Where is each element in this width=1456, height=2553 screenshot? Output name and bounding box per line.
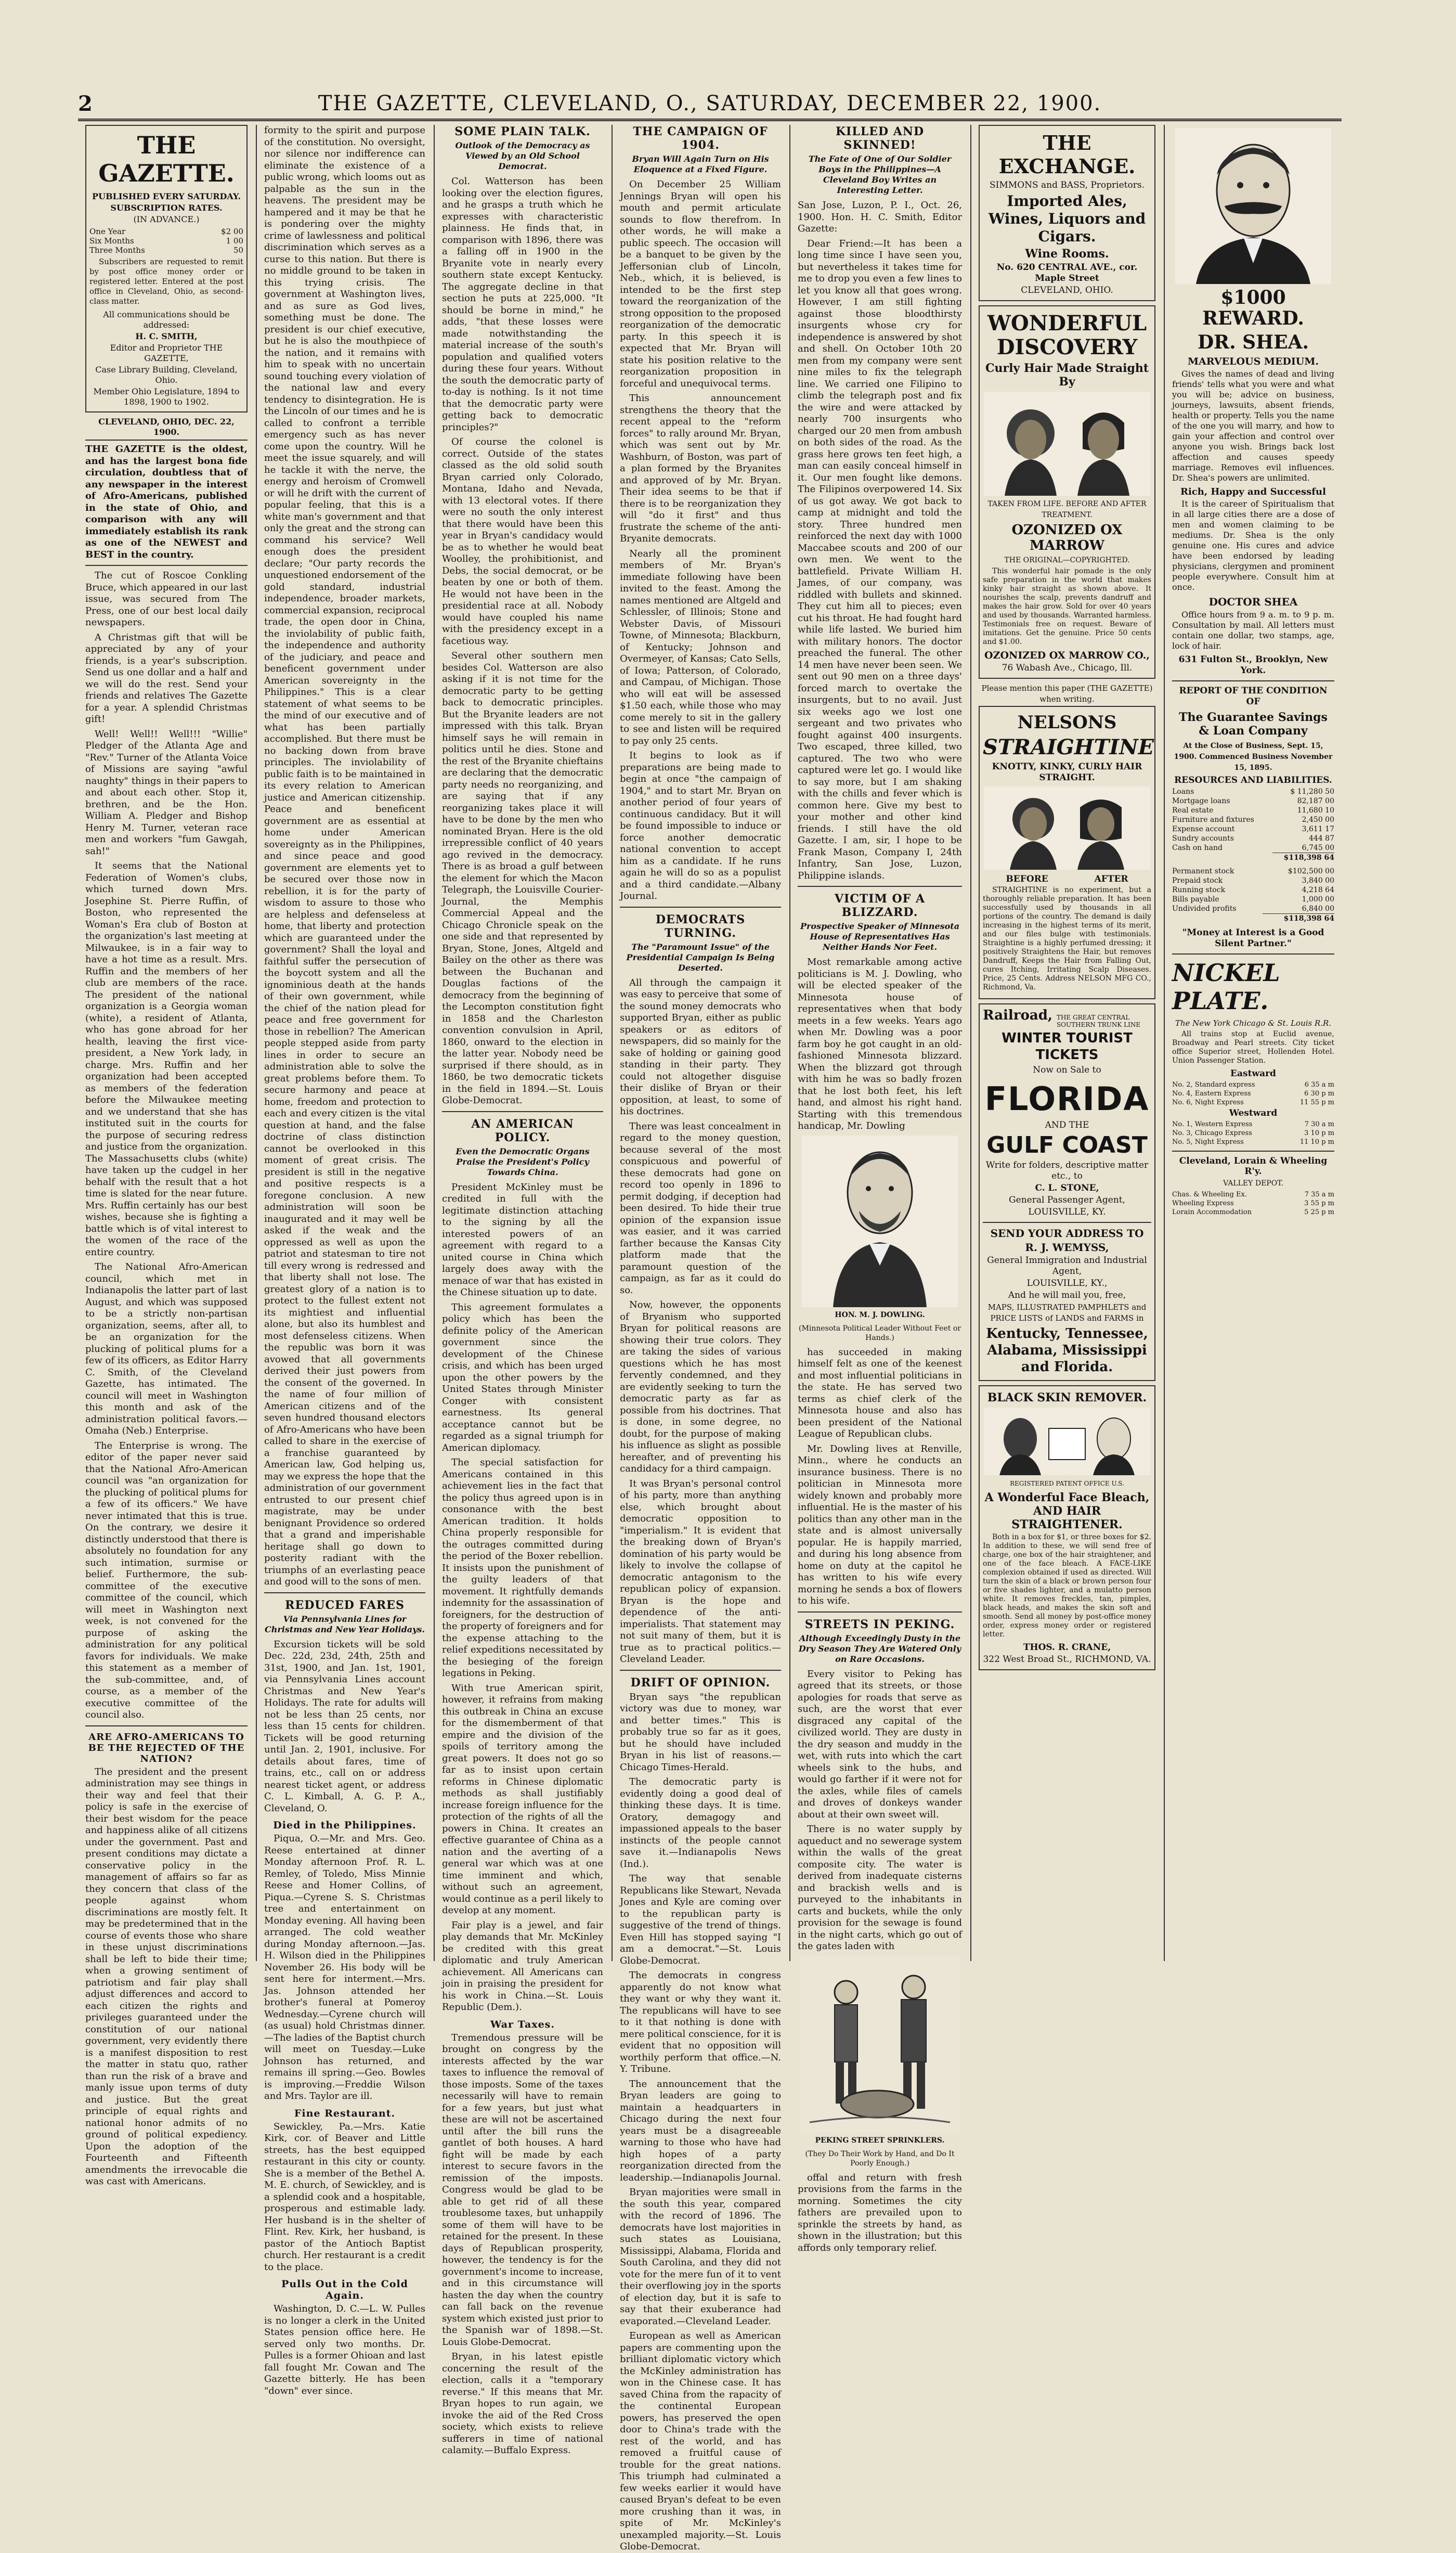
states-list: Kentucky, Tennessee, Alabama, Mississippi and Florida. — [986, 1326, 1148, 1375]
article-para: Well! Well!! Well!!! "Willie" Pledger of the Atlanta Age and "Rev." Turner of the Atlanta Voice of Missions are saying "awful naughty" things in their papers to and about each other. Stop it, brethren, and be the Hon. William A. Pledger and Bishop Henry M. Turner, veteran race men and workers "fum Gawgah, sah!" — [85, 728, 248, 857]
blizzard-subheading: Prospective Speaker of Minnesota House of Representatives Has Neither Hands Nor Feet. — [800, 921, 960, 952]
face-bleach-body: Both in a box for $1, or three boxes for $2. In addition to these, we will send free of charge, one box of the hair straightener, and one of the face bleach. A FACE-LIKE complexion obtained if used as directed. Will turn the skin of a black or brown person four or five shades lighter, and a mulatto person white. It removes freckles, tan, pimples, black heads, and makes the skin soft and smooth. Send all money by post-office money order, express money order or registered letter. — [983, 1533, 1151, 1639]
train-row — [1172, 1138, 1334, 1146]
peking-caption: PEKING STREET SPRINKLERS. — [815, 2136, 945, 2145]
article-para: The president and the present administration may see things in their way and feel that their policy is safe in the exercise of their best wisdom for the peace and happiness alike of all citizens under the government. Past and present conditions may dictate a conservative policy in the management of affairs so far as they concern that class of the people against whom discriminations are mostly felt. It may be predetermined that in the course of events those who share in these unjust discriminations shall be left to bide their time; when a growing sentiment of patriotism and fair play shall adjust differences and accord to each citizen the rights and privileges guaranteed under the constitution of our national government, very evidently there is a manifest disposition to rest the matter in statu quo, rather than run the risk of a brave and manly issue upon terms of duty and justice. But the great principle of equal rights and national honor admits of no ground of political expediency. Upon the adoption of the Fourteenth and Fifteenth amendments the irrevocable die was cast with Americans. — [85, 1766, 248, 2187]
fin-item: Mortgage loans — [1172, 797, 1230, 805]
fin-row — [1172, 824, 1334, 834]
paper-name: THE GAZETTE. — [98, 131, 235, 187]
fin-amount: 1,000 00 — [1302, 895, 1334, 904]
article-para: Bryan, in his latest epistle concerning the result of the election, calls it a "temporary reverse." If this means that Mr. Bryan hopes to run again, we invoke the aid of the Red Cross society, which exists to relieve sufferers in time of national calamity.—Buffalo Express. — [442, 2351, 603, 2456]
rate-row — [89, 246, 243, 255]
original-copyrighted: THE ORIGINAL—COPYRIGHTED. — [1004, 556, 1130, 564]
face-bleach-title: A Wonderful Face Bleach, AND HAIR STRAIGHTENER. — [984, 1491, 1150, 1531]
fares-heading: REDUCED FARES — [285, 1598, 405, 1612]
exchange-imported: Imported Ales, Wines, Liquors and Cigars. — [988, 192, 1146, 245]
rate-price: 1 00 — [226, 236, 243, 246]
editor-name: H. C. SMITH, — [135, 331, 198, 341]
article-para: Most remarkable among active politicians is M. J. Dowling, who will be elected speaker of the Minnesota house of representatives when that body meets in a few weeks. Years ago when Mr. Dowling was a poor farm boy he got caught in an old-fashioned Minnesota blizzard. When the blizzard got through with him he was so badly frozen that he lost both feet, his left hand, and almost his right hand. Starting with this tremendous handicap, Mr. Dowling — [798, 957, 962, 1131]
train-name: No. 6, Night Express — [1172, 1099, 1244, 1106]
gazette-info-box — [85, 125, 248, 412]
editor-title: Editor and Proprietor THE GAZETTE, — [110, 343, 223, 363]
legislature: Member Ohio Legislature, 1894 to 1898, 1900 to 1902. — [93, 386, 240, 407]
exchange-title: THE EXCHANGE. — [998, 131, 1136, 178]
rate-price: 50 — [233, 246, 243, 255]
article-para: The democratic party is evidently doing a good deal of thinking these days. It is time. Oratory, demagogy and impassioned appeals to the baser instincts of the people cannot save it.—Indianapolis News (Ind.). — [620, 1776, 781, 1869]
masthead-title: THE GAZETTE, CLEVELAND, O., SATURDAY, DECEMBER 22, 1900. — [318, 92, 1102, 115]
fares-subheading: Via Pennsylvania Lines for Christmas and New Year Holidays. — [264, 1614, 425, 1634]
exchange-wine: Wine Rooms. — [1025, 247, 1109, 261]
nelsons: NELSONS — [1017, 712, 1117, 733]
train-row — [1172, 1080, 1334, 1089]
black-skin-remover: BLACK SKIN REMOVER. — [987, 1391, 1147, 1404]
column-1 — [78, 125, 255, 2187]
article-para: Bryan majorities were small in the south this year, compared with the record of 1896. The democrats have lost majorities in such states as Louisiana, Mississippi, Alabama, Florida and South Carolina, and they did not vote for the mere fun of it to vent their overflowing joy in the sports of election day, but it is safe to say that their exuberance had evaporated.—Cleveland Leader. — [620, 2187, 781, 2327]
straightine: STRAIGHTINE — [983, 735, 1154, 759]
fin-item: Running stock — [1172, 886, 1226, 894]
train-row — [1172, 1208, 1334, 1217]
train-name: Wheeling Express — [1172, 1200, 1234, 1207]
fin-amount: 2,450 00 — [1302, 816, 1334, 824]
wheeling-title: Cleveland, Lorain & Wheeling R'y. — [1179, 1156, 1328, 1177]
send-address: SEND YOUR ADDRESS TO — [990, 1227, 1144, 1240]
fin-item: Cash on hand — [1172, 844, 1223, 853]
train-row — [1172, 1199, 1334, 1208]
westward-label: Westward — [1229, 1108, 1278, 1118]
and-the: AND THE — [1045, 1120, 1089, 1130]
gulf-coast: GULF COAST — [986, 1132, 1148, 1158]
divider — [85, 565, 248, 566]
fin-row — [1172, 885, 1334, 895]
reward-title: $1000 REWARD. — [1202, 287, 1304, 329]
fin-item: Undivided profits — [1172, 905, 1237, 913]
fin-row — [1172, 834, 1334, 843]
campaign-heading: THE CAMPAIGN OF 1904. — [633, 125, 768, 152]
article-para: The special satisfaction for Americans contained in this achievement lies in the fact that the policy thus agreed upon is in consonance with the best American tradition. It holds China properly responsible for the outrages committed during the period of the Boxer rebellion. It insists upon the punishment of the guilty leaders of that movement. It rightfully demands indemnity for the assassination of foreigners, for the destruction of the property of foreigners and for the expense attaching to the relief expeditions necessitated by the besieging of the foreign legations in Peking. — [442, 1457, 603, 1679]
article-para: All through the campaign it was easy to perceive that some of the sound money democrats who supported Bryan, either as public speakers or as editors of newspapers, did so mainly for the sake of holding or gaining good standing in their party. They could not altogether disguise their dislike of Bryan or their opposition, at least, to some of his doctrines. — [620, 977, 781, 1117]
fin-row — [1172, 787, 1334, 796]
fin-item: Loans — [1172, 788, 1194, 796]
wemyss-name: R. J. WEMYSS, — [1025, 1241, 1109, 1254]
fin-item: Prepaid stock — [1172, 876, 1223, 885]
divider — [798, 1611, 962, 1613]
great-central: THE GREAT CENTRAL SOUTHERN TRUNK LINE — [1056, 1014, 1141, 1028]
divider — [1172, 1151, 1334, 1152]
article-para: Of course the colonel is correct. Outside of the states classed as the old solid south Bryan carried only Colorado, Montana, Idaho and Nevada, with 13 electoral votes. If there were no south the only interest that there would have been this year in Bryan's candidacy would be as to whether he would beat Woolley, the prohibitionist, and Debs, the social democrat, or be beaten by one or both of them. He would not have been in the presidential race at all. Nobody would have coupled his name with the presidency except in a facetious way. — [442, 436, 603, 647]
now-on-sale: Now on Sale to — [1033, 1065, 1101, 1075]
fin-item: Sundry accounts — [1172, 834, 1234, 843]
fin-item: Bills payable — [1172, 895, 1219, 904]
exchange-ad — [979, 125, 1155, 301]
train-row — [1172, 1120, 1334, 1129]
fin-amount: 82,187 00 — [1297, 797, 1334, 805]
dowling-caption: HON. M. J. DOWLING. — [835, 1310, 925, 1319]
fin-row — [1172, 806, 1334, 815]
divider — [1172, 953, 1334, 955]
write-for: Write for folders, descriptive matter etc., to — [985, 1160, 1149, 1181]
railroad-word: Railroad, — [983, 1008, 1052, 1023]
fin-row — [1172, 895, 1334, 904]
mention-paper: Please mention this paper (THE GAZETTE) when writing. — [981, 684, 1153, 704]
train-time: 11 55 p m — [1299, 1099, 1334, 1106]
eastward-label: Eastward — [1230, 1068, 1276, 1079]
drift-heading: DRIFT OF OPINION. — [630, 1675, 771, 1690]
wonderful-discovery: WONDERFUL DISCOVERY — [987, 311, 1147, 359]
shea-hours: Office hours from 9 a. m. to 9 p. m. Consultation by mail. All letters must contain one dollar, two stamps, age, lock of hair. — [1172, 610, 1334, 651]
rates-table — [89, 227, 243, 255]
train-time: 6 35 a m — [1304, 1081, 1334, 1089]
article-para: Col. Watterson has been looking over the election figures, and he grasps a truth which he expresses with characteristic plainness. He finds that, in comparison with 1896, there was a falling off in 1900 in the Bryanite vote in nearly every southern state except Kentucky. The aggregate decline in that section he puts at 225,000. "It should be borne in mind," he adds, "that these losses were made notwithstanding the material increase of the south's population and qualified voters during these four years. Without the south the democratic party of to-day is nothing. Is it not time that the democratic party were getting back to democratic principles?" — [442, 176, 603, 433]
column-2 — [256, 125, 433, 2396]
train-time: 7 30 a m — [1304, 1120, 1334, 1128]
article-para: European as well as American papers are commenting upon the brilliant diplomatic victory which the McKinley administration has won in the Chinese case. It has saved China from the rapacity of the continental European powers, has preserved the open door to China's trade with the rest of the world, and has removed a fruitful cause of trouble for the great nations. This triumph had culminated a few weeks earlier it would have caused Bryan's defeat to be even more crushing than it was, in spite of Mr. McKinley's unexampled majority.—St. Louis Globe-Democrat. — [620, 2330, 781, 2552]
pulls-heading: Pulls Out in the Cold Again. — [281, 2278, 408, 2301]
war-heading: War Taxes. — [490, 2018, 555, 2030]
dr-shea-title: DR. SHEA. — [1197, 331, 1309, 353]
ox-marrow-ad — [979, 305, 1155, 679]
curly-hair-line: Curly Hair Made Straight By — [985, 362, 1149, 389]
column-7 — [1164, 125, 1342, 1961]
money-interest: "Money at Interest is a Good Silent Partner." — [1182, 927, 1324, 949]
rate-term: Three Months — [89, 246, 145, 255]
shea-para: Gives the names of dead and living friends' tells what you were and what you will be; advice on business, journeys, lawsuits, absent friends, health or property. Tells you the name of the one you will marry, and how to gain your affection and control over anyone you wish. Brings back lost affection and causes speedy marriage. Removes evil influences. Dr. Shea's powers are unlimited. — [1172, 369, 1334, 483]
rich-happy: Rich, Happy and Successful — [1180, 486, 1326, 497]
railroad-header — [983, 1008, 1151, 1028]
article-para: On December 25 William Jennings Bryan will open his mouth and permit articulate sounds to flow therefrom. In other words, he will make a public speech. The occasion will be a banquet to be given by the Jeffersonian club of Lincoln, Neb., which, it is believed, is intended to be the first step toward the reorganization of the strong opposition to the proposed reorganization of the democratic party. In this speech it is expected that Mr. Bryan will state his position relative to the reorganization proposition in forceful and unequivocal terms. — [620, 179, 781, 389]
liabilities-table — [1172, 867, 1334, 923]
train-time: 7 35 a m — [1304, 1191, 1334, 1198]
fin-item: Real estate — [1172, 806, 1214, 815]
maps-line: MAPS, ILLUSTRATED PAMPHLETS and PRICE LISTS of LANDS and FARMS in — [987, 1303, 1147, 1323]
florida-title: FLORIDA — [984, 1080, 1150, 1118]
article-para: Dear Friend:—It has been a long time since I have seen you, but nevertheless it takes time for me to drop you even a few lines to let you know all that goes wrong. However, I am still fighting against those bloodthirsty insurgents whose cry for independence is answered by shot and shell. On October 10th 20 men from my company were sent nine miles to fix the telegraph line. We carried one Filipino to climb the telegraph post and fix the wire and were attacked by nearly 700 insurgents who charged our 20 men from ambush on both sides of the road. As the grass here grows ten feet high, a man can easily conceal himself in it. Our men fought like demons. The Filipinos overpowered 14. Six of us got away. We got back to camp at midnight and told the story. Three hundred men reinforced the next day with 1000 Maccabee scouts and 200 of our own men. We went to the battlefield. Private William H. James, of our company, was riddled with bullets and skinned. They cut him all to pieces; even cut his throat. He had fought hard while life lasted. We buried him with military honors. The doctor preached the funeral. The other 14 men have never been seen. We sent out 90 men on a three days' forced march to overtake the insurgents, but to no avail. Just six weeks ago we lost one sergeant and two privates who fought against 400 insurgents. Two escaped, three killed, two captured. The two who were captured were let go. I would like to say more, but I am shaking with the chills and fever which is common here. Give my best to your mother and other kind friends. I still have the old Gazette. I am, sir, I hope to be Frank Mason, Company I, 24th Infantry, San Jose, Luzon, Philippine islands. — [798, 238, 962, 881]
oldest-notice: THE GAZETTE is the oldest, and has the largest bona fide circulation, doubtless that of any newspaper in the interest of Afro-Americans, published in the state of Ohio, and comparison with any will immediately establish its rank as one of the NEWEST and BEST in the country. — [85, 444, 248, 560]
train-name: No. 3, Chicago Express — [1172, 1129, 1252, 1137]
after-label: AFTER — [1094, 874, 1128, 884]
total-liabilities: $118,398 64 — [1263, 914, 1334, 924]
article-para: Fair play is a jewel, and fair play demands that Mr. McKinley be credited with this great diplomatic and truly American achievement. All Americans can join in praising the president for his work in China.—St. Louis Republic (Dem.). — [442, 1919, 603, 2013]
ozonized-body: This wonderful hair pomade is the only safe preparation in the world that makes kinky hair straight as shown above. It nourishes the scalp, prevents dandruff and makes the hair grow. Sold for over 40 years and used by thousands. Warranted harmless. Testimonials free on request. Beware of imitations. Get the genuine. Price 50 cents and $1.00. — [983, 567, 1151, 646]
dr-shea-portrait — [1175, 128, 1331, 284]
nickel-plate-sub: The New York Chicago & St. Louis R.R. — [1175, 1018, 1332, 1028]
fin-amount: 4,218 64 — [1302, 886, 1334, 894]
train-name: No. 5, Night Express — [1172, 1138, 1244, 1146]
dowling-subcaption: (Minnesota Political Leader Without Feet or Hands.) — [799, 1324, 961, 1342]
article-para: The National Afro-American council, which met in Indianapolis the latter part of last August, and which was supposed to be a strictly non-partisan organization, seems, after all, to be an organization for the plucking of political plums for a few of its officers, as Editor Harry C. Smith, of the Cleveland Gazette, has intimated. The council will meet in Washington this month and ask of the administration political favors.—Omaha (Neb.) Enterprise. — [85, 1261, 248, 1436]
fin-row — [1172, 843, 1334, 853]
rate-row — [89, 227, 243, 236]
ozonized-company: OZONIZED OX MARROW CO., — [984, 650, 1150, 661]
fin-item: Furniture and fixtures — [1172, 816, 1254, 824]
straightine-ad — [979, 706, 1155, 999]
divider — [1172, 680, 1334, 681]
article-para: Nearly all the prominent members of Mr. Bryan's immediate following have been invited to the feast. Among the names mentioned are Altgeld and Schlessler, of Illinois; Stone and Webster Davis, of Missouri Towne, of Minnesota; Blackburn, of Kentucky; Johnson and Overmeyer, of Kansas; Cato Sells, of Iowa; Patterson, of Colorado, and Campau, of Michigan. Those who will eat will be assessed $1.50 each, while those who may come merely to sit in the gallery to see and listen will be required to pay only 25 cents. — [620, 548, 781, 746]
shea-para: It is the career of Spiritualism that in all large cities there are a dose of men and women claiming to be mediums. Dr. Shea is the only genuine one. His cures and advice have been endorsed by leading physicians, clergymen and prominent people everywhere. Consult him at once. — [1172, 499, 1334, 592]
building: Case Library Building, Cleveland, Ohio. — [95, 365, 238, 385]
streets-heading: STREETS IN PEKING. — [804, 1617, 955, 1631]
fin-amount: 11,680 10 — [1297, 806, 1334, 815]
article-para: This agreement formulates a policy which has been the definite policy of the American government since the development of the Chinese crisis, and which has been urged upon the other powers by the United States through Minister Conger with consistent earnestness. Its general acceptance cannot but be regarded as a signal triumph for American diplomacy. — [442, 1301, 603, 1453]
plain-heading: SOME PLAIN TALK. — [454, 125, 591, 138]
fin-amount: $102,500 00 — [1288, 867, 1334, 875]
rate-term: Six Months — [89, 236, 134, 246]
fin-total — [1172, 914, 1334, 924]
peking-sprinklers-illustration — [799, 1956, 960, 2133]
rejected-heading: ARE AFRO-AMERICANS TO BE THE REJECTED OF THE NATION? — [88, 1731, 245, 1764]
died-body: Piqua, O.—Mr. and Mrs. Geo. Reese entertained at dinner Monday afternoon Prof. R. L. Remley, of Toledo, Miss Minnie Reese and Homer Collins, of Piqua.—Cyrene S. S. Christmas tree and entertainment on Monday evening. All having been arranged. The cold weather during Monday afternoon.—Jas. H. Wilson died in the Philippines November 26. His body will be sent here for interment.—Mrs. Jas. Johnson attended her brother's funeral at Pomeroy Wednesday.—Cyrene church will (as usual) hold Christmas dinner.—The ladies of the Baptist church will meet on Tuesday.—Luke Johnson has returned, and remains ill spring.—Geo. Bowles is improving.—Freddie Wilson and Mrs. Taylor are ill. — [264, 1833, 425, 2101]
eastward-schedule — [1172, 1080, 1334, 1107]
article-para: A Christmas gift that will be appreciated by any of your friends, is a year's subscription. Send us one dollar and a half and we will do the rest. Send your friends and relatives The Gazette for a year. A splendid Christmas gift! — [85, 631, 248, 725]
exchange-address: No. 620 CENTRAL AVE., cor. Maple Street — [996, 262, 1138, 283]
train-time: 11 10 p m — [1299, 1138, 1334, 1146]
rate-price: $2 00 — [221, 227, 243, 236]
louisville-2: LOUISVILLE, KY., — [1026, 1278, 1108, 1288]
article-para: offal and return with fresh provisions from the farms in the morning. Sometimes the city fathers are prevailed upon to sprinkle the streets by hand, as shown in the illustration; but this affords only temporary relief. — [798, 2172, 962, 2253]
article-para: There was least concealment in regard to the money question, because several of the most conspicuous and powerful of these democrats had gone on record too openly in 1896 to permit dodging, if deception had been desired. To hide their true opinion of the expansion issue was easier, and it was carried farther because the Kansas City platform made that the paramount question of the campaign, as far as it could do so. — [620, 1120, 781, 1296]
article-para: The way that senable Republicans like Stewart, Nevada Jones and Kyle are coming over to the republican party is suggestive of the trend of things. Even Hill has stopped saying "I am a democrat."—St. Louis Globe-Democrat. — [620, 1873, 781, 1966]
column-4 — [612, 125, 788, 2552]
train-row — [1172, 1129, 1334, 1138]
died-heading: Died in the Philippines. — [273, 1820, 417, 1831]
taken-from-life: TAKEN FROM LIFE. BEFORE AND AFTER TREATMENT. — [987, 500, 1147, 519]
article-para: It begins to look as if preparations are being made to begin at once "the campaign of 1904," and to start Mr. Bryan on another period of four years of continuous candidacy. But it will be found impossible to induce or force another democratic national convention to accept him as a candidate. If he runs again he will do so as a populist and a third candidate.—Albany Journal. — [620, 750, 781, 901]
fin-row — [1172, 876, 1334, 885]
killed-heading: KILLED AND SKINNED! — [835, 125, 925, 152]
report-line: REPORT OF THE CONDITION OF — [1179, 686, 1328, 707]
train-time: 5 25 p m — [1304, 1208, 1334, 1216]
fin-row — [1172, 815, 1334, 824]
dowling-portrait-illustration — [802, 1136, 958, 1307]
gpa: General Passenger Agent, — [1009, 1195, 1125, 1205]
bank-name: The Guarantee Savings & Loan Company — [1179, 711, 1328, 738]
page-number: 2 — [78, 92, 93, 116]
article-para: President McKinley must be credited in full with the legitimate distinction attaching to the signing by all the interested powers of an agreement with regard to a united course in China which largely does away with the menace of war that has existed in the Chinese situation up to date. — [442, 1181, 603, 1298]
fin-item: Permanent stock — [1172, 867, 1234, 875]
column-6-ads — [970, 125, 1163, 1961]
nickel-plate-title: NICKEL PLATE. — [1172, 959, 1280, 1015]
article-para: The Enterprise is wrong. The editor of the paper never said that the National Afro-American council was "an organization for the plucking of political plums for a few of its officers." We have never intimated that this is true. On the contrary, we desire it distinctly understood that there is absolutely no foundation for any such intimation, surmise or belief. Furthermore, the sub-committee of the executive committee of the council, which will meet in Washington next week, is not convened for the purpose of asking the administration for any political favors for individuals. We make this statement as a member of the sub-committee, and, of course, as a member of the executive committee of the council also. — [85, 1440, 248, 1720]
marvelous-medium: MARVELOUS MEDIUM. — [1187, 356, 1319, 367]
resources-heading: RESOURCES AND LIABILITIES. — [1174, 775, 1332, 785]
resources-table — [1172, 787, 1334, 862]
nickel-body: All trains stop at Euclid avenue, Broadway and Pearl streets. City ticket office Superior street, Hollenden Hotel. Union Passenger Station. — [1172, 1030, 1334, 1065]
article-para: Several other southern men besides Col. Watterson are also asking if it is not time for the democratic party to be getting back to democratic principles. But the Bryanite leaders are not impressed with this talk. Bryan himself says he will remain in politics until he dies. Stone and the rest of the Bryanite chieftains are declaring that the democratic party needs no reorganizing, and are saying that if any reorganizing takes place it will have to be done by the men who nominated Bryan. Here is the old irrepressible conflict of 40 years ago revived in the democracy. There is as broad a gulf between the element for which the Macon Telegraph, the Louisville Courier-Journal, the Memphis Commercial Appeal and the Chicago Chronicle speak on the one side and that represented by Bryan, Stone, Jones, Altgeld and Bailey on the other as there was between the Buchanan and Douglas factions of the democracy from the beginning of the Lecompton constitution fight in 1858 and the Charleston convention convulsion in April, 1860, onward to the election in the latter year. Nobody need be surprised if there should, as in 1860, be two democratic tickets in the field in 1894.—St. Louis Globe-Democrat. — [442, 650, 603, 1106]
straightine-body: STRAIGHTINE is no experiment, but a thoroughly reliable preparation. It has been successfully used by thousands in all portions of the country. The demand is daily increasing in the highest terms of its merit, and our files bulge with testimonials. Straightine is a highly perfumed dressing; it positively Straightens the Hair, but removes Dandruff, Keeps the Hair from Falling Out, cures Itching, Irritating Scalp Diseases. Price, 25 Cents. Address NELSON MFG CO., Richmond, Va. — [983, 886, 1151, 991]
article-para: The cut of Roscoe Conkling Bruce, which appeared in our last issue, was secured from The Press, one of our best local daily newspapers. — [85, 570, 248, 628]
fares-body: Excursion tickets will be sold Dec. 22d, 23d, 24th, 25th and 31st, 1900, and Jan. 1st, 1901, via Pennsylvania Lines account Christmas and New Year's Holidays. The rate for adults will not be less than 25 cents, nor less than 15 cents for children. Tickets will be good returning until Jan. 2, 1901, inclusive. For details about fares, time of trains, etc., call on or address nearest ticket agent, or address C. L. Kimball, A. G. P. A., Cleveland, O. — [264, 1639, 425, 1814]
divider — [442, 1111, 603, 1112]
blizzard-heading: VICTIM OF A BLIZZARD. — [834, 892, 926, 919]
article-para: It seems that the National Federation of Women's clubs, which turned down Mrs. Josephine St. Pierre Ruffin, of Boston, who represented the Woman's Era club of Boston at the organization's last meeting at Milwaukee, is in a fair way to have a hot time as a result. Mrs. Ruffin and the members of her club are members of the race. The president of the national organization is a Georgia woman (white), a resident of Atlanta, who has gone abroad for her health, leaving the first vice-president, a New York lady, in charge. Mrs. Ruffin and her organization had been accepted as members of the federation before the Milwaukee meeting and we understand that she has instituted suit in the courts for the purpose of securing redress and justice from the organization. The Massachusetts clubs (white) have taken up the cudgel in her behalf with the result that a hot time is slated for the near future. Mrs. Ruffin certainly has our best wishes, because she is fighting a battle which is of vital interest to the women of the race of the entire country. — [85, 860, 248, 1258]
subscription-heading: SUBSCRIPTION RATES. — [110, 203, 223, 213]
turning-heading: DEMOCRATS TURNING. — [655, 912, 746, 940]
fin-item: Expense account — [1172, 825, 1235, 833]
dateline: CLEVELAND, OHIO, DEC. 22, 1900. — [85, 417, 248, 441]
train-name: Lorain Accommodation — [1172, 1208, 1252, 1216]
killed-subheading: The Fate of One of Our Soldier Boys in the Philippines—A Cleveland Boy Writes an Interesting Letter. — [808, 154, 952, 195]
pulls-body: Washington, D. C.—L. W. Pulles is no longer a clerk in the United States pension office here. He served only two months. Dr. Pulles is a former Ohioan and last fall fought Mr. Cowan and The Gazette bitterly. He has been "down" ever since. — [264, 2303, 425, 2396]
fin-amount: 3,611 17 — [1302, 825, 1334, 833]
straightine-portraits — [984, 786, 1150, 870]
train-row — [1172, 1190, 1334, 1199]
before-after-labels — [983, 873, 1151, 886]
railroad-ad — [979, 1003, 1155, 1381]
louisville-1: LOUISVILLE, KY. — [1028, 1207, 1106, 1217]
turning-subheading: The "Paramount Issue" of the Presidential Campaign Is Being Deserted. — [626, 942, 775, 973]
ozonized-title: OZONIZED OX MARROW — [1011, 522, 1123, 553]
immigration-agent: General Immigration and Industrial Agent, — [987, 1255, 1147, 1277]
train-time: 3 10 p m — [1304, 1129, 1334, 1137]
train-row — [1172, 1098, 1334, 1107]
mail-free: And he will mail you, free, — [1008, 1290, 1126, 1300]
close-of-business: At the Close of Business, Sept. 15, 1900. Commenced Business November 15, 1895. — [1174, 742, 1333, 772]
divider — [798, 886, 962, 887]
article-para: Every visitor to Peking has agreed that its streets, or those apologies for roads that serve as such, are the worst that ever disgraced any capital of the civilized world. They are dusty in the dry season and muddy in the wet, with ruts into which the cart wheels sink to the hubs, and would go farther if it were not for the axles, while files of camels and droves of donkeys wander about at their own sweet will. — [798, 1668, 962, 1820]
streets-subheading: Although Exceedingly Dusty in the Dry Season They Are Watered Only on Rare Occasions. — [798, 1633, 961, 1664]
divider — [264, 1592, 425, 1593]
valley-depot: VALLEY DEPOT. — [1223, 1179, 1283, 1188]
subscriber-notice: Subscribers are requested to remit by post office money order or registered letter. Entered at the post office in Cleveland, Ohio, as second-class matter. — [89, 257, 243, 306]
before-after-portraits — [984, 392, 1150, 496]
article-para: Mr. Dowling lives at Renville, Minn., where he conducts an insurance business. There is no politician in Minnesota more widely known and probably more influential. He is the master of his politics than any other man in the state and is almost universally popular. He is happily married, and during his long absence from home on duty at the capitol he has written to his wife every morning he sends a box of flowers to his wife. — [798, 1443, 962, 1606]
campaign-subheading: Bryan Will Again Turn on His Eloquence at a Fixed Figure. — [632, 154, 769, 174]
train-row — [1172, 1089, 1334, 1098]
fin-row — [1172, 796, 1334, 806]
fin-amount: 6,840 00 — [1302, 905, 1334, 913]
divider — [983, 1222, 1151, 1223]
shea-address: 631 Fulton St., Brooklyn, New York. — [1178, 654, 1328, 676]
fin-amount: 6,745 00 — [1302, 844, 1334, 852]
in-advance: (IN ADVANCE.) — [133, 214, 200, 224]
article-para: This announcement strengthens the theory that the recent appeal to the "reform forces" to rally around Mr. Bryan, which was sent out by Mr. Washburn, of Boston, was part of a plan formed by the Bryanites and approved of by Mr. Bryan. Their idea seems to be that if there is to be reorganization they will "do it first" and thus frustrate the scheme of the anti-Bryanite democrats. — [620, 393, 781, 544]
total-resources: $118,398 64 — [1272, 853, 1334, 863]
fine-heading: Fine Restaurant. — [294, 2107, 396, 2119]
article-para: It was Bryan's personal control of his party, more than anything else, which brought about democratic opposition to "imperialism." It is evident that the breaking down of Bryan's domination of his party would be likely to involve the collapse of democratic antagonism to the republican policy of expansion. Bryan is the hope and dependence of the anti-imperialists. That statement may not suit many of them, but it is true as to practical politics.—Cleveland Leader. — [620, 1478, 781, 1665]
train-name: Chas. & Wheeling Ex. — [1172, 1191, 1247, 1198]
article-para: Now, however, the opponents of Bryanism who supported Bryan for political reasons are showing their true colors. They are taking the sides of various questions which he has most fervently condemned, and they are evidently seeking to turn the democratic party as far as possible from his doctrines. That is done, in some degree, no doubt, for the purpose of making his influence as slight as possible hereafter, and of preventing his candidacy for a third campaign. — [620, 1299, 781, 1474]
policy-subheading: Even the Democratic Organs Praise the President's Policy Towards China. — [456, 1146, 590, 1177]
fin-amount: 444 87 — [1309, 834, 1334, 843]
rate-row — [89, 236, 243, 246]
face-bleach-ad — [979, 1385, 1155, 1670]
train-name: No. 2, Standard express — [1172, 1081, 1255, 1089]
winter-tourist: WINTER TOURIST TICKETS — [1002, 1030, 1133, 1063]
crane-name: THOS. R. CRANE, — [1023, 1642, 1111, 1653]
divider — [620, 907, 781, 908]
train-name: No. 4, Eastern Express — [1172, 1090, 1251, 1098]
doctor-shea: DOCTOR SHEA — [1208, 596, 1298, 608]
wheeling-schedule — [1172, 1190, 1334, 1217]
published-line: PUBLISHED EVERY SATURDAY. — [92, 191, 241, 201]
fin-amount: $ 11,280 50 — [1290, 788, 1334, 796]
train-time: 6 30 p m — [1304, 1090, 1334, 1098]
article-para: The announcement that the Bryan leaders are going to maintain a headquarters in Chicago during the next four years must be a disagreeable warning to those who have had high hopes of a party reorganization directed from the leadership.—Indianapolis Journal. — [620, 2078, 781, 2183]
fin-row — [1172, 904, 1334, 914]
fine-body: Sewickley, Pa.—Mrs. Katie Kirk, cor. of Beaver and Little streets, has the best equipped restaurant in this city or county. She is a member of the Bethel A. M. E. church, of Sewickley, and is a splendid cook and a hospitable, prosperous and estimable lady. Her husband is in the shelter of Flint. Rev. Kirk, her husband, is pastor of the Antioch Baptist church. Her restaurant is a credit to the place. — [264, 2121, 425, 2273]
fin-row — [1172, 867, 1334, 876]
article-para: Tremendous pressure will be brought on congress by the interests affected by the war taxes to influence the removal of those imposts. Some of the taxes necessarily will have to remain for a few years, but just what these are will not be ascertained until after the bill runs the gantlet of both houses. A hard fight will be made by each interest to secure favors in the remission of the imposts. Congress would be glad to be able to get rid of all these troublesome taxes, but unhappily some of them will have to be retained for the present. In these days of Republican prosperity, however, the tendency is for the government's income to increase, and in this circumstance will hasten the day when the country can fall back on the revenue system which existed just prior to the Spanish war of 1898.—St. Louis Globe-Democrat. — [442, 2032, 603, 2348]
westward-schedule — [1172, 1120, 1334, 1146]
before-label: BEFORE — [1006, 874, 1048, 884]
article-para: With true American spirit, however, it refrains from making this outbreak in China an excuse for the dismemberment of that empire and the division of the spoils of territory among the great powers. It does not go so far as to insist upon certain reforms in Chinese diplomatic methods as shall justifiably increase foreign influence for the protection of the rights of all the powers in China. It creates an effective guarantee of China as a nation and the averting of a general war which was at one time imminent and which, without such an agreement, would continue as a peril likely to develop at any moment. — [442, 1682, 603, 1916]
exchange-proprietors: SIMMONS and BASS, Proprietors. — [990, 180, 1145, 190]
ozonized-address: 76 Wabash Ave., Chicago, Ill. — [1002, 663, 1133, 673]
exchange-city: CLEVELAND, OHIO. — [1021, 285, 1113, 295]
divider — [85, 1725, 248, 1726]
rate-term: One Year — [89, 227, 126, 236]
column-5 — [789, 125, 969, 2253]
kinky-line: KNOTTY, KINKY, CURLY HAIR STRAIGHT. — [992, 762, 1142, 783]
plain-subheading: Outlook of the Democracy as Viewed by an Old School Democrat. — [455, 140, 590, 171]
registered-patent: REGISTERED PATENT OFFICE U.S. — [1010, 1480, 1124, 1487]
article-para: The democrats in congress apparently do not know what they want or why they want it. The republicans will have to see to it that nothing is done with mere political conscience, for it is evident that no opposition will worthily perform that office.—N. Y. Tribune. — [620, 1970, 781, 2074]
divider — [620, 1670, 781, 1671]
article-para: Bryan says "the republican victory was due to money, war and better times." This is probably true so far as it goes, but he should have included Bryan in his list of reasons.—Chicago Times-Herald. — [620, 1691, 781, 1773]
column-3 — [434, 125, 610, 2456]
fin-amount: 3,840 00 — [1302, 876, 1334, 885]
bleach-portraits — [984, 1408, 1150, 1475]
killed-dateline: San Jose, Luzon, P. I., Oct. 26, 1900. Hon. H. C. Smith, Editor Gazette: — [798, 200, 962, 234]
fin-total — [1172, 853, 1334, 863]
policy-heading: AN AMERICAN POLICY. — [471, 1117, 574, 1144]
crane-address: 322 West Broad St., RICHMOND, VA. — [983, 1654, 1151, 1665]
train-time: 3 55 p m — [1304, 1200, 1334, 1207]
article-para: There is no water supply by aqueduct and no sewerage system within the walls of the great composite city. The water is derived from inadequate cisterns and brackish wells and is purveyed to the inhabitants in carts and buckets, while the only provision for the sewage is found in the night carts, which go out of the gates laden with — [798, 1824, 962, 1952]
article-para: has succeeded in making himself felt as one of the keenest and most influential politicians in the state. He has served two terms as chief clerk of the Minnesota house and also has been president of the National League of Republican clubs. — [798, 1346, 962, 1439]
masthead — [78, 87, 1342, 121]
article-para: formity to the spirit and purpose of the constitution. No oversight, nor silence nor indifference can eliminate the existence of a public wrong, which looms out as palpable as the sun in the heavens. The president may be hampered and it may be that he is pondering over the mighty crime of lawlessness and political discrimination which serves as a curse to this nation. But there is no middle ground to be taken in this trying crisis. The government at Washington lives, and as sure as God lives, something must be done. The president is our chief executive, but he is also the mouthpiece of the nation, and it remains with him to speak with no uncertain sound touching every violation of the national law and every tendency to disintegration. He is the Lincoln of our times and he is called to confront a terrible emergency such as has never come upon the country. Will he meet the issue squarely, and will he tackle it with the nerve, the energy and heroism of Cromwell or will he drift with the current of popular feeling, that this is a white man's government and that only the great and the strong can command his service? Well enough does the president declare; "Our party records the unquestioned endorsement of the gold standard, industrial independence, broader markets, commercial expansion, reciprocal trade, the open door in China, the inviolability of public faith, the independence and authority of the judiciary, and peace and beneficent government under American sovereignty in the Philippines." This is a clear statement of what seems to be the mind of our executive and of what has been partially accomplished. But there must be no backing down from brave principles. The inviolability of public faith is to be maintained in its every relation to American justice and American citizenship. Peace and beneficent government are as essential at home under American sovereignty as in the Philippines, and since peace and good government are elements yet to be secured over those now in rebellion, it is for the party of wisdom to assure to those who are helpless and defenseless at home, that liberty and protection which are guaranteed under the government? Shall the loyal and faithful suffer the persecution of the boycott system and all the ignominious death at the hands of their own government, while the chief of the nation plead for peace and free government for those in rebellion? The American people stepped aside from party lines in order to secure an administration able to solve the great problems before them. To secure harmony and peace at home, freedom and protection to each and every citizen is the vital question at hand, and the false doctrine of class distinction cannot be overlooked in this moment of great crisis. The president is still in the negative and positive respects is a foregone conclusion. A new administration will soon be inaugurated and it may well be asked if the weak and the oppressed as well as upon the patriot and statesman to tire not till every wrong is redressed and that liberty shall not lose. The greatest glory of a nation is to protect to the fullest extent not its mightiest and influential alone, but also its humblest and most defenseless citizens. When the republic was born it was avowed that all governments derived their just powers from the consent of the governed. In the name of four million of American citizens and of the seven hundred thousand electors of Afro-Americans who have been called to share in the exercise of a franchise guaranteed by American law, God helping us, may we express the hope that the administration of our government entrusted to our present chief magistrate, may be under benignant Providence so ordered that a grand and imperishable heritage shall go down to posterity radiant with the triumphs of an everlasting peace and good will to the sons of men. — [264, 125, 425, 1587]
address-line: All communications should be addressed: — [103, 310, 230, 330]
train-name: No. 1, Western Express — [1172, 1120, 1253, 1128]
stone-name: C. L. STONE, — [1035, 1183, 1099, 1193]
peking-subcaption: (They Do Their Work by Hand, and Do It Poorly Enough.) — [805, 2149, 955, 2168]
